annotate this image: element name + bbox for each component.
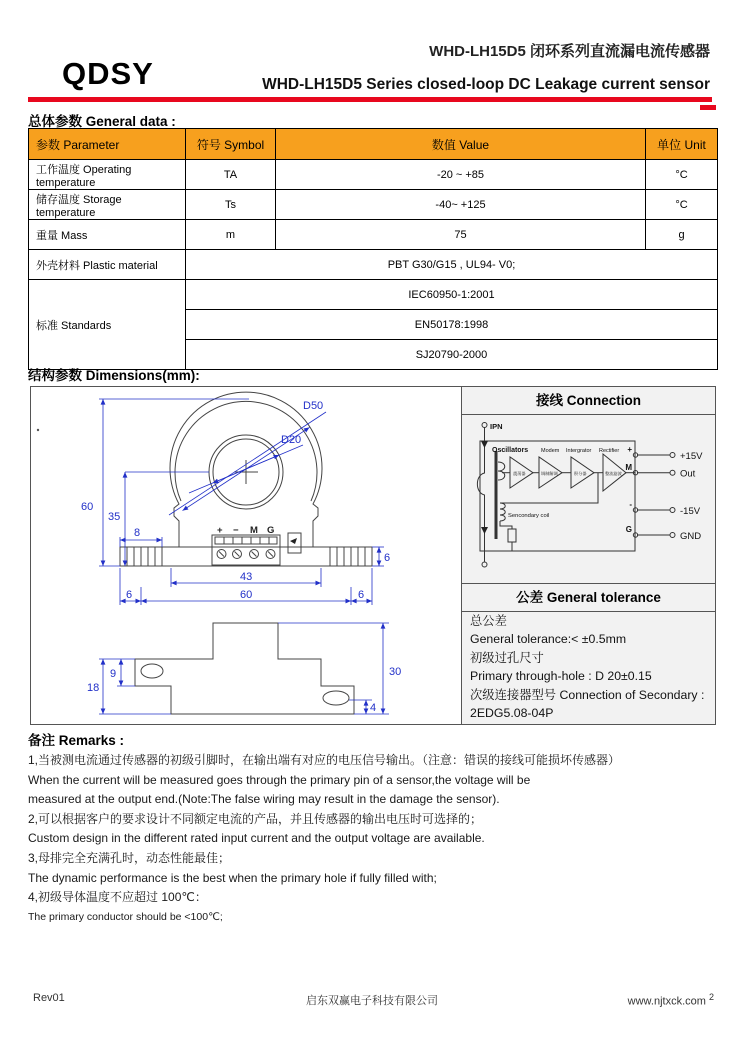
dim-width-6-left: 6 xyxy=(126,589,133,601)
cell-parameter: 工作温度 Operating temperature xyxy=(29,160,186,190)
remark-line: 3,母排完全充满孔时，动态性能最佳； xyxy=(28,850,231,865)
dim-height-30: 30 xyxy=(389,666,402,678)
col-header-parameter: 参数 Parameter xyxy=(29,129,186,160)
dim-height-4: 4 xyxy=(370,702,377,714)
dim-d50: D50 xyxy=(303,400,324,412)
table-row xyxy=(29,250,718,280)
tolerance-line: 2EDG5.08-04P xyxy=(470,706,554,721)
remark-line: The primary conductor should be <100℃; xyxy=(28,910,223,923)
cell-unit: °C xyxy=(646,190,718,220)
cell-symbol: TA xyxy=(186,160,276,190)
remark-line: Custom design in the different rated input current and the output voltage are available. xyxy=(28,831,485,846)
pin-g: G xyxy=(625,525,632,534)
company-logo: QDSY xyxy=(62,56,154,91)
current-arrow-top xyxy=(481,441,488,448)
cell-symbol: Ts xyxy=(186,190,276,220)
right-panel xyxy=(461,387,715,724)
block-cn-oscillator: 震荡器 xyxy=(513,471,526,476)
cell-standard: EN50178:1998 xyxy=(186,310,718,340)
pin-m: M xyxy=(625,463,632,472)
cell-unit: °C xyxy=(646,160,718,190)
block-label-modem: Modem xyxy=(541,448,560,454)
cell-parameter: 重量 Mass xyxy=(29,220,186,250)
header-divider-line xyxy=(28,97,712,102)
company-name: 启东双赢电子科技有限公司 xyxy=(306,995,438,1007)
website-and-page xyxy=(628,992,714,1008)
remark-line: When the current will be measured goes through the primary pin of a sensor,the voltage will be xyxy=(28,772,531,787)
dim-width-6-right: 6 xyxy=(358,589,365,601)
connection-diagram xyxy=(462,415,715,584)
table-row xyxy=(29,280,718,310)
remark-line: 4,初级导体温度不应超过 100℃： xyxy=(28,890,207,905)
table-row xyxy=(29,160,718,190)
slot-arrow xyxy=(290,538,297,544)
terminal-out: Out xyxy=(680,468,696,480)
tolerance-line: 次级连接器型号 Connection of Secondary : xyxy=(470,687,705,702)
connection-title: 接线 Connection xyxy=(462,387,715,415)
page-number: 2 xyxy=(708,992,714,1002)
remark-line: The dynamic performance is the best when the primary hole if fully filled with; xyxy=(28,870,437,885)
terminal-block xyxy=(212,535,280,565)
col-header-value: 数值 Value xyxy=(276,129,646,160)
front-view-dimensions xyxy=(81,399,390,605)
revision-label: Rev01 xyxy=(33,992,65,1004)
remarks-text xyxy=(28,751,714,927)
dimension-drawing xyxy=(31,387,461,724)
block-label-oscillators: Oscillators xyxy=(492,447,529,454)
terminal-label-minus: − xyxy=(233,525,239,536)
cell-value: 75 xyxy=(276,220,646,250)
page-title-chinese: WHD-LH15D5 闭环系列直流漏电流传感器 xyxy=(429,43,710,60)
dim-height-35: 35 xyxy=(108,511,121,523)
table-row xyxy=(29,220,718,250)
general-data-section-title: 总体参数 General data : xyxy=(28,114,176,129)
terminal-label-m: M xyxy=(250,525,258,536)
website-url: www.njtxck.com xyxy=(627,995,706,1008)
cell-standard: SJ20790-2000 xyxy=(186,340,718,370)
block-label-intergrator: Intergrator xyxy=(566,448,592,454)
cell-parameter: 储存温度 Storage temperature xyxy=(29,190,186,220)
dim-width-43: 43 xyxy=(240,571,253,583)
side-view xyxy=(135,623,354,714)
block-cn-rectifier: 整流滤波 xyxy=(605,471,622,476)
terminal-gnd: GND xyxy=(680,531,702,542)
dim-width-8: 8 xyxy=(134,527,141,539)
remark-line: 2,可以根据客户的要求设计不同额定电流的产品，并且传感器的输出电压时可选择的； xyxy=(28,811,483,826)
tolerance-line: Primary through-hole : D 20±0.15 xyxy=(470,669,652,684)
pin-plus: + xyxy=(627,445,632,454)
cell-value: -40~ +125 xyxy=(276,190,646,220)
pin-minus: - xyxy=(629,500,632,509)
dim-height-6: 6 xyxy=(384,552,391,564)
dim-height-18: 18 xyxy=(87,682,100,694)
block-cn-integrator: 积分器 xyxy=(574,471,587,476)
col-header-unit: 单位 Unit xyxy=(646,129,718,160)
side-view-dimensions xyxy=(87,623,401,714)
tolerance-title: 公差 General tolerance xyxy=(462,583,715,612)
dim-height-60: 60 xyxy=(81,501,94,513)
terminal-label-plus: + xyxy=(217,525,223,536)
dim-width-60: 60 xyxy=(240,589,253,601)
current-arrow-bottom xyxy=(481,527,488,534)
tolerance-line: General tolerance:< ±0.5mm xyxy=(470,632,627,647)
cell-unit: g xyxy=(646,220,718,250)
stray-mark xyxy=(37,429,39,431)
cell-symbol: m xyxy=(186,220,276,250)
terminal-minus15v: -15V xyxy=(680,506,701,517)
tolerance-line: 初级过孔尺寸 xyxy=(470,650,544,665)
page-title-english: WHD-LH15D5 Series closed-loop DC Leakage current sensor xyxy=(262,76,710,93)
remarks-section-title: 备注 Remarks : xyxy=(28,733,125,748)
terminal-plus15v: +15V xyxy=(680,451,703,462)
cell-value: PBT G30/G15 , UL94- V0; xyxy=(186,250,718,280)
dimensions-box xyxy=(30,386,716,725)
remark-line: measured at the output end.(Note:The false wiring may result in the damage the sensor). xyxy=(28,792,500,807)
cell-parameter: 标准 Standards xyxy=(29,280,186,370)
dim-height-9: 9 xyxy=(110,668,117,680)
table-header-row xyxy=(29,129,718,160)
header-divider-line-tail xyxy=(700,105,716,110)
input-label: IPN xyxy=(490,422,503,431)
remark-line: 1,当被测电流通过传感器的初级引脚时，在输出端有对应的电压信号输出。（注意：错误的接线可能损坏传感器） xyxy=(28,753,621,767)
dimensions-section-title: 结构参数 Dimensions(mm): xyxy=(28,368,200,383)
cell-value: -20 ~ +85 xyxy=(276,160,646,190)
general-data-table xyxy=(28,128,718,370)
cell-standard: IEC60950-1:2001 xyxy=(186,280,718,310)
dim-d20: D20 xyxy=(281,434,302,446)
block-label-rectifier: Rectifier xyxy=(599,448,620,454)
tolerance-text xyxy=(462,611,715,723)
left-mount-tab xyxy=(127,547,162,566)
block-cn-modem: 调制解调 xyxy=(541,471,558,476)
col-header-symbol: 符号 Symbol xyxy=(186,129,276,160)
terminal-label-g: G xyxy=(267,525,275,536)
tolerance-line: 总公差 xyxy=(470,614,507,628)
cell-parameter: 外壳材料 Plastic material xyxy=(29,250,186,280)
table-row xyxy=(29,190,718,220)
right-mount-tab xyxy=(330,547,365,566)
secondary-coil-label: Sencondary coil xyxy=(508,513,550,519)
